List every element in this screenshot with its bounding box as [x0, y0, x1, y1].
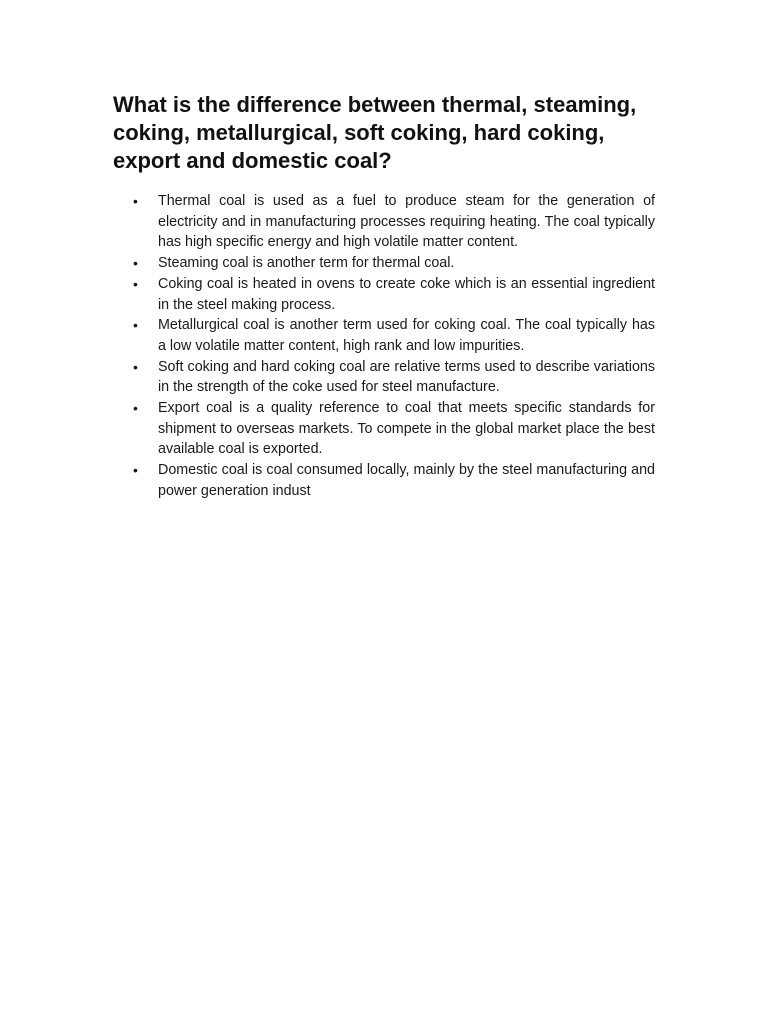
list-item-steaming-coal — [113, 253, 655, 274]
list-item-metallurgical-coal — [113, 315, 655, 356]
bullet-icon: • — [133, 462, 138, 479]
bullet-icon: • — [133, 255, 138, 272]
bullet-icon: • — [133, 400, 138, 417]
list-item-thermal-coal — [113, 191, 655, 253]
document-title: What is the difference between thermal, steaming, coking, metallurgical, soft coking, hard coking, export and domestic coal? — [113, 92, 637, 173]
bullet-list — [113, 191, 655, 502]
list-item-export-coal — [113, 398, 655, 460]
list-item-text: Domestic coal is coal consumed locally, mainly by the steel manufacturing and power generation indust — [158, 462, 655, 499]
list-item-text: Metallurgical coal is another term used for coking coal. The coal typically has a low volatile matter content, high rank and low impurities. — [158, 317, 655, 354]
list-item-text: Coking coal is heated in ovens to create coke which is an essential ingredient in the steel making process. — [158, 275, 655, 313]
list-item-text: Steaming coal is another term for thermal coal. — [158, 255, 455, 272]
list-item-coking-coal — [113, 274, 655, 315]
bullet-icon: • — [133, 193, 138, 209]
list-item-domestic-coal — [113, 460, 655, 501]
list-item-text: Thermal coal is used as a fuel to produce steam for the generation of electricity and in manufacturing processes requiring heating. The coal typically has high specific energy and high volatile matter content. — [158, 193, 655, 251]
list-item-soft-hard-coking-coal — [113, 357, 655, 398]
bullet-icon: • — [133, 358, 138, 375]
bullet-icon: • — [133, 275, 138, 292]
list-item-text: Export coal is a quality reference to coal that meets specific standards for shipment to overseas markets. To compete in the global market place the best available coal is exported. — [158, 400, 655, 458]
list-item-text: Soft coking and hard coking coal are relative terms used to describe variations in the strength of the coke used for steel manufacture. — [158, 358, 655, 396]
bullet-icon: • — [133, 317, 138, 334]
